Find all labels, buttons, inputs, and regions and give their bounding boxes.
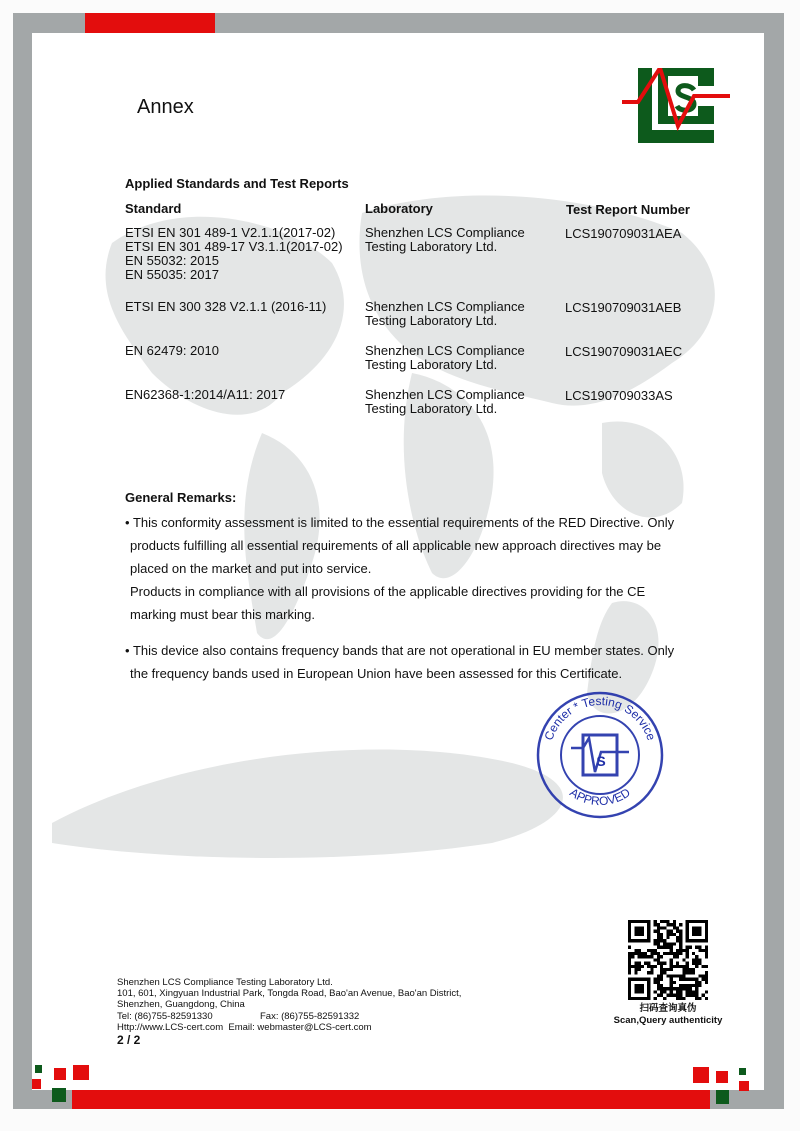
standard-line: ETSI EN 301 489-17 V3.1.1(2017-02): [125, 239, 343, 254]
footer-fax: Fax: (86)755-82591332: [260, 1010, 360, 1022]
laboratory-line: Testing Laboratory Ltd.: [365, 357, 498, 372]
deco-square: [716, 1090, 729, 1104]
remark-line: marking must bear this marking.: [130, 607, 315, 622]
footer-address: [117, 977, 461, 1048]
standard-line: EN 55035: 2017: [125, 267, 219, 282]
footer-line: Shenzhen LCS Compliance Testing Laboratory Ltd.: [117, 977, 333, 988]
footer-line: 101, 601, Xingyuan Industrial Park, Tongda Road, Bao'an Avenue, Bao'an District,: [117, 988, 462, 1000]
general-remarks-title: General Remarks:: [125, 490, 237, 505]
stamp-top-text: Center * Testing Service: [541, 694, 659, 743]
page-number: 2 / 2: [117, 1033, 141, 1048]
column-header-standard: Standard: [125, 201, 182, 216]
deco-square: [716, 1071, 728, 1083]
qr-code[interactable]: [628, 920, 708, 1000]
bullet: •: [125, 643, 130, 658]
standard-line: ETSI EN 301 489-1 V2.1.1(2017-02): [125, 225, 336, 240]
remark-line: Products in compliance with all provisions of the applicable directives providing for the CE: [130, 584, 646, 599]
bullet: •: [125, 515, 130, 530]
laboratory-line: Testing Laboratory Ltd.: [365, 313, 498, 328]
deco-square: [35, 1065, 42, 1073]
row-laboratory: [365, 344, 525, 372]
standard-line: ETSI EN 300 328 V2.1.1 (2016-11): [125, 299, 327, 314]
row-standard: [125, 344, 219, 358]
footer-line: Shenzhen, Guangdong, China: [117, 999, 245, 1011]
row-laboratory: [365, 300, 525, 328]
deco-square: [73, 1065, 89, 1080]
row-standard: [125, 300, 326, 314]
column-header-laboratory: Laboratory: [365, 201, 433, 216]
remarks-paragraph-2: [125, 639, 715, 685]
standard-line: EN 55032: 2015: [125, 253, 219, 268]
report-number: LCS190709031AEC: [565, 344, 683, 359]
bottom-red-band: [72, 1090, 710, 1109]
stamp-center-letter: S: [596, 753, 606, 769]
report-number: LCS190709031AEB: [565, 300, 682, 315]
report-number: LCS190709033AS: [565, 388, 673, 403]
remark-line: the frequency bands used in European Union have been assessed for this Certificate.: [130, 666, 623, 681]
qr-label-english: Scan,Query authenticity: [613, 1015, 723, 1026]
section-title: Applied Standards and Test Reports: [125, 176, 349, 191]
top-red-band: [85, 13, 215, 33]
standard-line: EN 62479: 2010: [125, 343, 219, 358]
remarks-paragraph-1: [125, 511, 715, 626]
laboratory-line: Shenzhen LCS Compliance: [365, 299, 525, 314]
footer-tel: Tel: (86)755-82591330: [117, 1010, 213, 1022]
deco-square: [693, 1067, 709, 1083]
page-title: Annex: [137, 96, 194, 118]
remark-line: products fulfilling all essential requirements of all applicable new approach directives may be: [130, 538, 662, 553]
row-laboratory: [365, 388, 525, 416]
standard-line: EN62368-1:2014/A11: 2017: [125, 387, 286, 402]
remark-line: This device also contains frequency bands that are not operational in EU member states. Only: [132, 643, 675, 658]
laboratory-line: Shenzhen LCS Compliance: [365, 225, 525, 240]
approved-stamp: [535, 690, 665, 820]
row-standard: [125, 226, 343, 282]
qr-label-chinese: 扫码查询真伪: [639, 1003, 697, 1014]
deco-square: [54, 1068, 66, 1080]
report-number: LCS190709031AEA: [565, 226, 682, 241]
laboratory-line: Shenzhen LCS Compliance: [365, 343, 525, 358]
svg-text:APPROVED: [567, 785, 633, 808]
remark-line: placed on the market and put into service.: [130, 561, 372, 576]
column-header-report-number: Test Report Number: [566, 202, 690, 217]
lcs-logo: [622, 68, 730, 148]
footer-email-link[interactable]: Email: webmaster@LCS-cert.com: [228, 1021, 372, 1033]
row-standard: [125, 388, 285, 402]
laboratory-line: Shenzhen LCS Compliance: [365, 387, 525, 402]
laboratory-line: Testing Laboratory Ltd.: [365, 239, 498, 254]
deco-square: [32, 1079, 41, 1089]
remark-line: This conformity assessment is limited to the essential requirements of the RED Directive. Only: [132, 515, 675, 530]
footer-website-link[interactable]: Http://www.LCS-cert.com: [117, 1021, 224, 1033]
laboratory-line: Testing Laboratory Ltd.: [365, 401, 498, 416]
deco-square: [739, 1068, 746, 1075]
deco-square: [52, 1088, 66, 1102]
deco-square: [739, 1081, 749, 1091]
row-laboratory: [365, 226, 525, 254]
stamp-bottom-text: APPROVED: [567, 785, 633, 809]
